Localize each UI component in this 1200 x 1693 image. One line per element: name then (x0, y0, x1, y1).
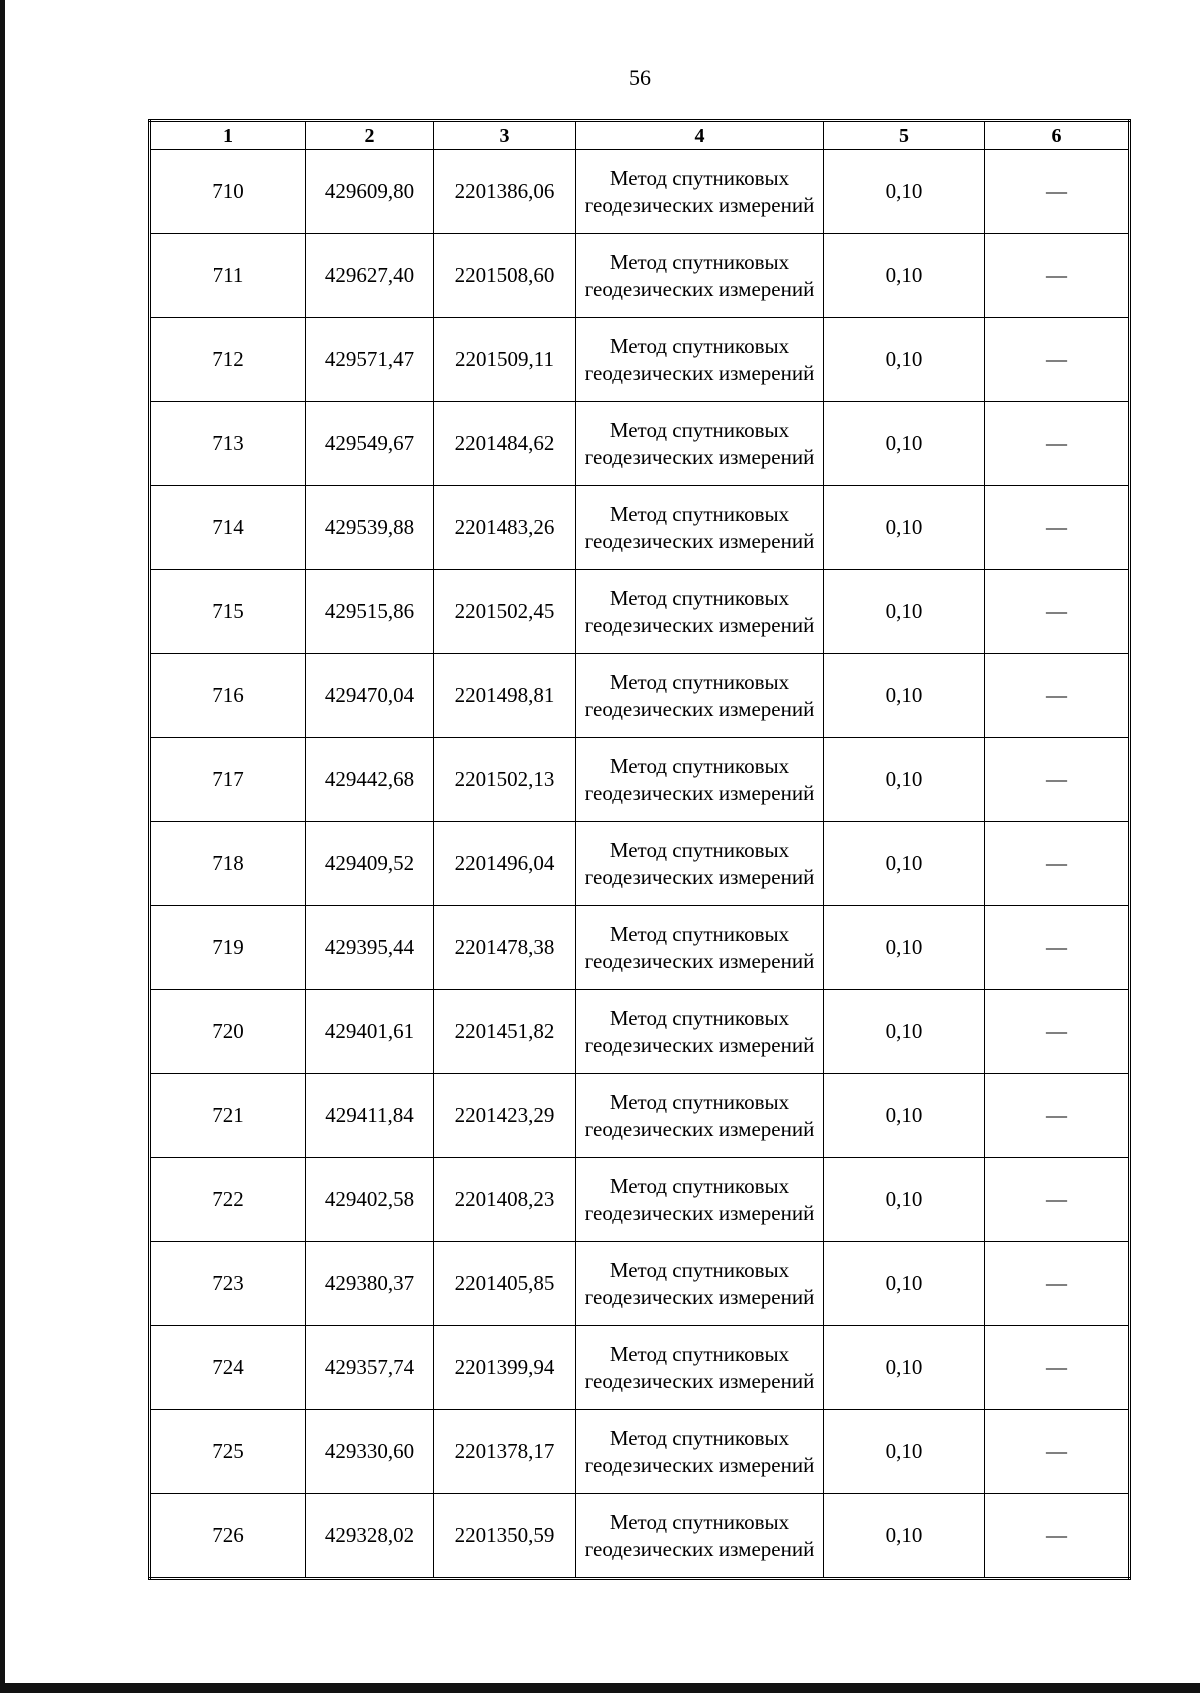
y-coordinate-cell: 2201451,82 (434, 990, 576, 1074)
y-coordinate-cell: 2201496,04 (434, 822, 576, 906)
note-cell: — (985, 234, 1130, 318)
point-number-cell: 713 (150, 402, 306, 486)
page-number: 56 (629, 65, 651, 90)
point-number-cell: 724 (150, 1326, 306, 1410)
accuracy-cell: 0,10 (824, 1410, 985, 1494)
header-cell-2: 2 (306, 121, 434, 150)
y-coordinate-cell: 2201378,17 (434, 1410, 576, 1494)
y-coordinate-cell: 2201350,59 (434, 1494, 576, 1579)
point-number-cell: 720 (150, 990, 306, 1074)
table-row (150, 738, 1130, 822)
table-row (150, 1410, 1130, 1494)
accuracy-cell: 0,10 (824, 570, 985, 654)
y-coordinate-cell: 2201508,60 (434, 234, 576, 318)
header-cell-5: 5 (824, 121, 985, 150)
point-number-cell: 719 (150, 906, 306, 990)
point-number-cell: 711 (150, 234, 306, 318)
table-row (150, 990, 1130, 1074)
x-coordinate-cell: 429627,40 (306, 234, 434, 318)
x-coordinate-cell: 429515,86 (306, 570, 434, 654)
point-number-cell: 715 (150, 570, 306, 654)
point-number-cell: 726 (150, 1494, 306, 1579)
x-coordinate-cell: 429402,58 (306, 1158, 434, 1242)
note-cell: — (985, 990, 1130, 1074)
y-coordinate-cell: 2201502,45 (434, 570, 576, 654)
accuracy-cell: 0,10 (824, 990, 985, 1074)
point-number-cell: 717 (150, 738, 306, 822)
point-number-cell: 723 (150, 1242, 306, 1326)
x-coordinate-cell: 429442,68 (306, 738, 434, 822)
accuracy-cell: 0,10 (824, 234, 985, 318)
method-cell: Метод спутниковых геодезических измерений (576, 486, 824, 570)
x-coordinate-cell: 429330,60 (306, 1410, 434, 1494)
method-cell: Метод спутниковых геодезических измерений (576, 402, 824, 486)
y-coordinate-cell: 2201484,62 (434, 402, 576, 486)
x-coordinate-cell: 429609,80 (306, 150, 434, 234)
x-coordinate-cell: 429409,52 (306, 822, 434, 906)
note-cell: — (985, 150, 1130, 234)
note-cell: — (985, 1326, 1130, 1410)
table-row (150, 402, 1130, 486)
table-row (150, 654, 1130, 738)
y-coordinate-cell: 2201399,94 (434, 1326, 576, 1410)
method-cell: Метод спутниковых геодезических измерений (576, 1074, 824, 1158)
header-cell-3: 3 (434, 121, 576, 150)
method-cell: Метод спутниковых геодезических измерений (576, 1494, 824, 1579)
point-number-cell: 725 (150, 1410, 306, 1494)
point-number-cell: 722 (150, 1158, 306, 1242)
y-coordinate-cell: 2201483,26 (434, 486, 576, 570)
accuracy-cell: 0,10 (824, 738, 985, 822)
note-cell: — (985, 486, 1130, 570)
accuracy-cell: 0,10 (824, 1494, 985, 1579)
point-number-cell: 712 (150, 318, 306, 402)
table-row (150, 1074, 1130, 1158)
accuracy-cell: 0,10 (824, 906, 985, 990)
note-cell: — (985, 654, 1130, 738)
table-row (150, 906, 1130, 990)
table-row (150, 1158, 1130, 1242)
method-cell: Метод спутниковых геодезических измерений (576, 822, 824, 906)
method-cell: Метод спутниковых геодезических измерений (576, 1158, 824, 1242)
table-row (150, 822, 1130, 906)
method-cell: Метод спутниковых геодезических измерений (576, 1410, 824, 1494)
x-coordinate-cell: 429470,04 (306, 654, 434, 738)
note-cell: — (985, 1074, 1130, 1158)
method-cell: Метод спутниковых геодезических измерений (576, 234, 824, 318)
x-coordinate-cell: 429411,84 (306, 1074, 434, 1158)
x-coordinate-cell: 429395,44 (306, 906, 434, 990)
method-cell: Метод спутниковых геодезических измерений (576, 150, 824, 234)
y-coordinate-cell: 2201478,38 (434, 906, 576, 990)
accuracy-cell: 0,10 (824, 1074, 985, 1158)
accuracy-cell: 0,10 (824, 1158, 985, 1242)
x-coordinate-cell: 429357,74 (306, 1326, 434, 1410)
table-row (150, 486, 1130, 570)
table-row (150, 1242, 1130, 1326)
y-coordinate-cell: 2201509,11 (434, 318, 576, 402)
table-row (150, 150, 1130, 234)
point-number-cell: 716 (150, 654, 306, 738)
note-cell: — (985, 906, 1130, 990)
method-cell: Метод спутниковых геодезических измерений (576, 990, 824, 1074)
accuracy-cell: 0,10 (824, 402, 985, 486)
method-cell: Метод спутниковых геодезических измерений (576, 1242, 824, 1326)
accuracy-cell: 0,10 (824, 318, 985, 402)
x-coordinate-cell: 429380,37 (306, 1242, 434, 1326)
y-coordinate-cell: 2201502,13 (434, 738, 576, 822)
x-coordinate-cell: 429549,67 (306, 402, 434, 486)
x-coordinate-cell: 429571,47 (306, 318, 434, 402)
y-coordinate-cell: 2201405,85 (434, 1242, 576, 1326)
method-cell: Метод спутниковых геодезических измерений (576, 318, 824, 402)
y-coordinate-cell: 2201498,81 (434, 654, 576, 738)
note-cell: — (985, 1158, 1130, 1242)
y-coordinate-cell: 2201423,29 (434, 1074, 576, 1158)
method-cell: Метод спутниковых геодезических измерений (576, 906, 824, 990)
scan-border-left (0, 0, 5, 1693)
accuracy-cell: 0,10 (824, 486, 985, 570)
note-cell: — (985, 1494, 1130, 1579)
y-coordinate-cell: 2201408,23 (434, 1158, 576, 1242)
note-cell: — (985, 822, 1130, 906)
note-cell: — (985, 738, 1130, 822)
x-coordinate-cell: 429401,61 (306, 990, 434, 1074)
table-row (150, 318, 1130, 402)
method-cell: Метод спутниковых геодезических измерений (576, 654, 824, 738)
point-number-cell: 718 (150, 822, 306, 906)
note-cell: — (985, 570, 1130, 654)
scan-border-bottom (0, 1683, 1200, 1693)
coordinates-table (148, 119, 1131, 1580)
note-cell: — (985, 1410, 1130, 1494)
table-row (150, 570, 1130, 654)
accuracy-cell: 0,10 (824, 822, 985, 906)
accuracy-cell: 0,10 (824, 1326, 985, 1410)
note-cell: — (985, 1242, 1130, 1326)
accuracy-cell: 0,10 (824, 150, 985, 234)
accuracy-cell: 0,10 (824, 654, 985, 738)
method-cell: Метод спутниковых геодезических измерений (576, 738, 824, 822)
x-coordinate-cell: 429328,02 (306, 1494, 434, 1579)
point-number-cell: 710 (150, 150, 306, 234)
header-cell-1: 1 (150, 121, 306, 150)
method-cell: Метод спутниковых геодезических измерений (576, 570, 824, 654)
note-cell: — (985, 318, 1130, 402)
table-row (150, 234, 1130, 318)
table-row (150, 1326, 1130, 1410)
y-coordinate-cell: 2201386,06 (434, 150, 576, 234)
table-body (150, 150, 1130, 1579)
point-number-cell: 721 (150, 1074, 306, 1158)
table-header-row (150, 121, 1130, 150)
header-cell-4: 4 (576, 121, 824, 150)
table-row (150, 1494, 1130, 1579)
x-coordinate-cell: 429539,88 (306, 486, 434, 570)
method-cell: Метод спутниковых геодезических измерений (576, 1326, 824, 1410)
note-cell: — (985, 402, 1130, 486)
accuracy-cell: 0,10 (824, 1242, 985, 1326)
point-number-cell: 714 (150, 486, 306, 570)
header-cell-6: 6 (985, 121, 1130, 150)
